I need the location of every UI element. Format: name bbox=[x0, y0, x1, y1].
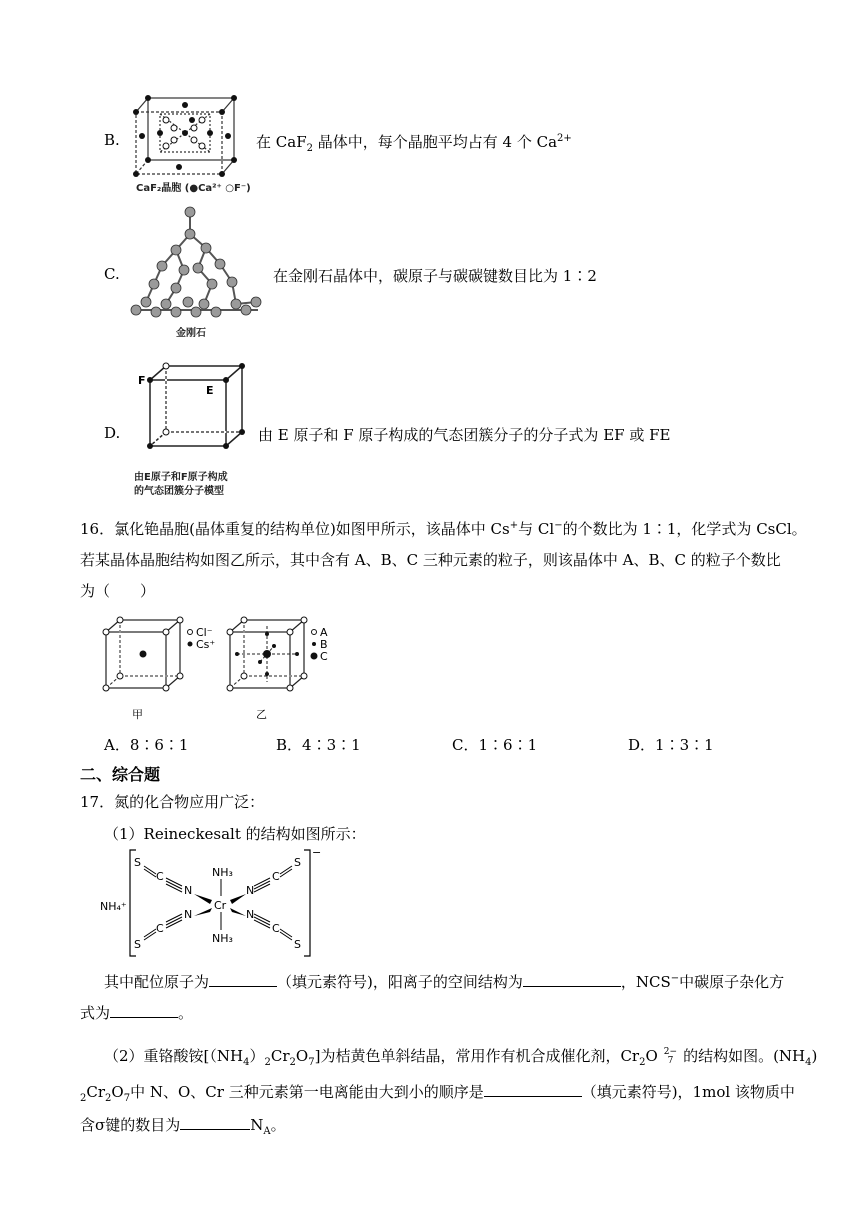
option-d-letter: D. bbox=[104, 424, 121, 442]
caf2-unit-cell-figure bbox=[130, 76, 260, 198]
q16-option-d: D．1∶3∶1 bbox=[628, 736, 714, 754]
q16-line1: 16．氯化铯晶胞(晶体重复的结构单位)如图甲所示，该晶体中 Cs+与 Cl−的个数比为 1∶1，化学式为 CsCl。 bbox=[80, 520, 807, 538]
c-atom: C bbox=[272, 870, 280, 883]
answer-blank-2[interactable] bbox=[523, 986, 621, 987]
answer-blank-5[interactable] bbox=[180, 1129, 250, 1130]
c-atom: C bbox=[272, 922, 280, 935]
option-c-letter: C. bbox=[104, 265, 120, 283]
q16-option-a: A．8∶6∶1 bbox=[104, 736, 189, 754]
answer-blank-3[interactable] bbox=[110, 1017, 178, 1018]
legend-cs: Cs⁺ bbox=[196, 638, 216, 651]
q16-line3: 为（ ） bbox=[80, 582, 156, 600]
q16-line2: 若某晶体晶胞结构如图乙所示，其中含有 A、B、C 三种元素的粒子，则该晶体中 A、B、C 的粒子个数比 bbox=[80, 551, 781, 569]
option-b-letter: B. bbox=[104, 131, 120, 149]
q17-part2-line2: $_2Cr_2O_7$中 N、O、Cr 三种元素第一电离能由大到小的顺序是 （填元素符号)，1mol 该物质中 bbox=[80, 1083, 795, 1104]
q17-stem: 17．氮的化合物应用广泛： bbox=[80, 793, 265, 811]
q16-option-b: B．4∶3∶1 bbox=[276, 736, 361, 754]
caf2-caption: CaF₂晶胞 (●Ca²⁺ ○F⁻) bbox=[136, 183, 251, 194]
label-f: F bbox=[138, 374, 146, 387]
q16-option-c: C．1∶6∶1 bbox=[452, 736, 538, 754]
s-atom: S bbox=[134, 856, 141, 869]
q16-unit-cells-figure bbox=[100, 612, 350, 726]
diamond-caption: 金刚石 bbox=[176, 328, 206, 339]
legend-b: B bbox=[320, 638, 328, 651]
diamond-structure-figure bbox=[128, 204, 268, 342]
q17-part1-line2: 式为 。 bbox=[80, 1004, 194, 1022]
option-d-text: 由 E 原子和 F 原子构成的气态团簇分子的分子式为 EF 或 FE bbox=[258, 426, 671, 444]
q17-part2-line1: （2）重铬酸铵$[(NH_4)_2Cr_2O_7]$为桔黄色单斜结晶，常用作有机合成催化剂，$Cr_2O$ 2− 7 的结构如图。$(NH_4)$ bbox=[104, 1047, 818, 1068]
legend-a: A bbox=[320, 626, 328, 639]
cluster-caption-line2: 的气态团簇分子模型 bbox=[134, 486, 224, 497]
s-atom: S bbox=[294, 938, 301, 951]
s-atom: S bbox=[134, 938, 141, 951]
nh3-bottom: NH₃ bbox=[212, 932, 233, 945]
fig-yi-label: 乙 bbox=[256, 708, 267, 721]
q17-part1-title: （1）Reineckesalt 的结构如图所示： bbox=[104, 825, 366, 843]
n-atom: N bbox=[184, 884, 193, 897]
cluster-molecule-figure bbox=[130, 358, 260, 500]
c-atom: C bbox=[156, 922, 164, 935]
reinecke-salt-structure bbox=[96, 846, 326, 962]
label-e: E bbox=[206, 384, 214, 397]
q17-part2-line3: 含σ键的数目为 $N_A$。 bbox=[80, 1116, 286, 1137]
nh3-top: NH₃ bbox=[212, 866, 233, 879]
cation-label: NH₄⁺ bbox=[100, 900, 127, 913]
answer-blank-1[interactable] bbox=[209, 986, 277, 987]
n-atom: N bbox=[246, 884, 255, 897]
section-title: 二、综合题 bbox=[80, 765, 161, 784]
center-cr: Cr bbox=[214, 899, 227, 912]
legend-c: C bbox=[320, 650, 328, 663]
cluster-caption-line1: 由E原子和F原子构成 bbox=[134, 472, 228, 483]
n-atom: N bbox=[184, 908, 193, 921]
s-atom: S bbox=[294, 856, 301, 869]
option-b-text: 在 CaF$_2$ 晶体中，每个晶胞平均占有 4 个 $Ca^{2+}$ bbox=[256, 133, 572, 154]
n-atom: N bbox=[246, 908, 255, 921]
legend-cl: Cl⁻ bbox=[196, 626, 213, 639]
option-c-text: 在金刚石晶体中，碳原子与碳碳键数目比为 1∶2 bbox=[273, 267, 597, 285]
answer-blank-4[interactable] bbox=[484, 1096, 582, 1097]
fig-jia-label: 甲 bbox=[132, 708, 143, 721]
c-atom: C bbox=[156, 870, 164, 883]
anion-charge: − bbox=[312, 846, 322, 859]
q17-part1-line1: 其中配位原子为 （填元素符号)，阳离子的空间结构为 ，NCS−中碳原子杂化方 bbox=[104, 973, 785, 991]
